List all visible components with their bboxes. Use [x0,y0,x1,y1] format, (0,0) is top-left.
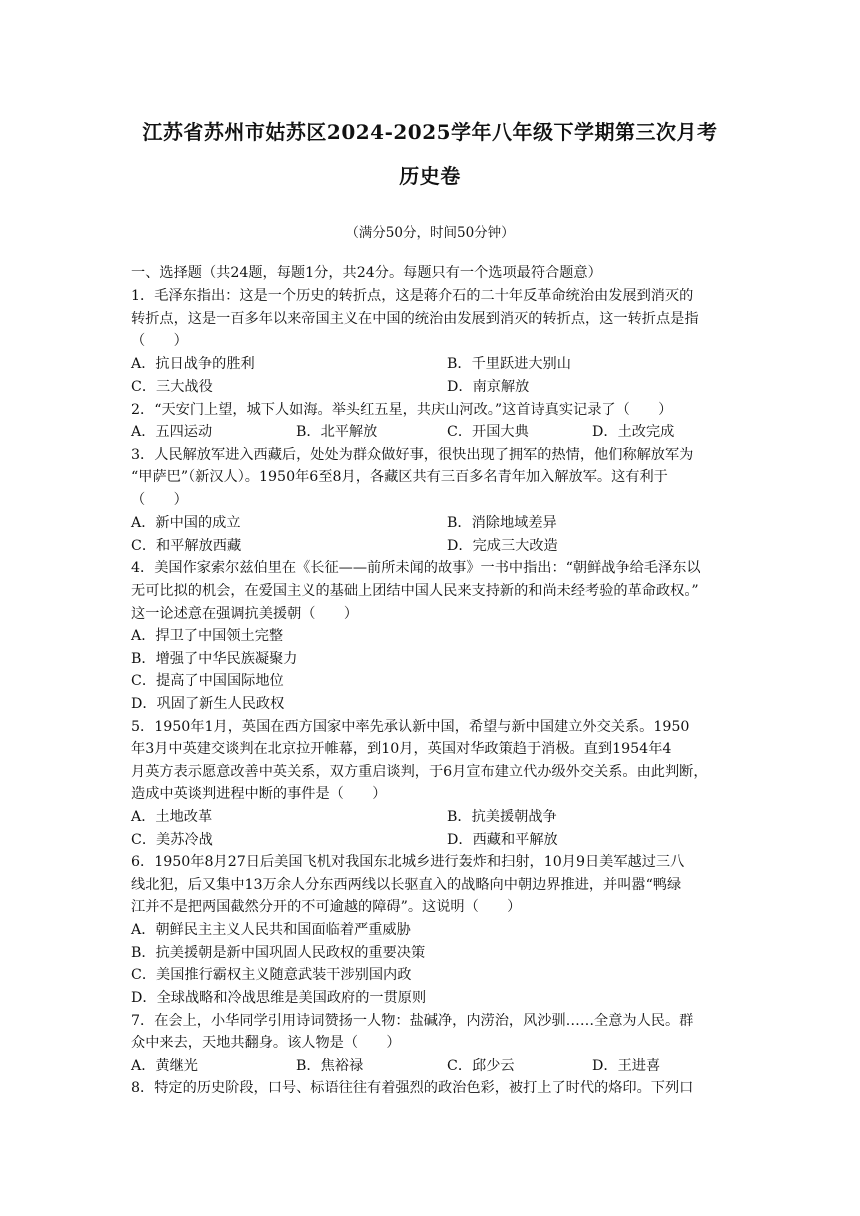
exam-subtitle: 历史卷 [399,164,461,188]
question-6-option-d: D．全球战略和冷战思维是美国政府的一贯原则 [131,990,427,1006]
question-7-option-c: C．邱少云 [447,1058,515,1074]
question-1-option-d: D．南京解放 [447,379,530,395]
question-7-option-b: B．焦裕禄 [296,1058,364,1074]
question-6-option-a: A．朝鲜民主主义人民共和国面临着严重威胁 [131,922,411,938]
question-6-option-c: C．美国推行霸权主义随意武装干涉别国内政 [131,967,412,983]
question-2-option-b: B．北平解放 [296,424,378,440]
question-4-option-d: D．巩固了新生人民政权 [131,696,285,712]
question-7-stem-line-2: 众中来去，天地共翻身。该人物是（ ） [131,1035,401,1051]
question-6-option-b: B．抗美援朝是新中国巩固人民政权的重要决策 [131,945,426,961]
question-8-stem-line-1: 8．特定的历史阶段，口号、标语往往有着强烈的政治色彩，被打上了时代的烙印。下列口 [131,1080,694,1096]
question-1-option-a: A．抗日战争的胜利 [131,356,255,372]
question-6-stem-line-3: 江并不是把两国截然分开的不可逾越的障碍”。这说明（ ） [131,899,522,915]
question-3-option-a: A．新中国的成立 [131,515,241,531]
question-6-stem-line-2: 线北犯，后又集中13万余人分东西两线以长驱直入的战略向中朝边界推进，并叫嚣“鸭绿 [131,877,682,893]
question-1-stem-line-3: （ ） [131,333,188,349]
question-2-option-a: A．五四运动 [131,424,213,440]
question-4-stem-line-2: 无可比拟的机会，在爱国主义的基础上团结中国人民来支持新的和尚未经考验的革命政权。” [131,583,699,599]
question-1-option-c: C．三大战役 [131,379,213,395]
question-6-stem-line-1: 6．1950年8月27日后美国飞机对我国东北城乡进行轰炸和扫射，10月9日美军越过三八 [131,854,685,870]
question-7-option-d: D．王进喜 [592,1058,661,1074]
question-3-option-b: B．消除地域差异 [447,515,557,531]
question-5-option-d: D．西藏和平解放 [447,832,558,848]
question-2-stem-line-1: 2．“天安门上望，城下人如海。举头红五星，共庆山河改。”这首诗真实记录了（ ） [131,402,673,418]
question-5-stem-line-1: 5．1950年1月，英国在西方国家中率先承认新中国，希望与新中国建立外交关系。1950 [131,719,690,735]
question-3-option-c: C．和平解放西藏 [131,538,242,554]
question-4-stem-line-3: 这一论述意在强调抗美援朝（ ） [131,606,359,622]
exam-title: 江苏省苏州市姑苏区2024-2025学年八年级下学期第三次月考 [142,120,718,144]
question-4-option-c: C．提高了中国国际地位 [131,673,284,689]
question-1-option-b: B．千里跃进大别山 [447,356,571,372]
exam-note: （满分50分，时间50分钟） [345,225,515,241]
question-4-option-b: B．增强了中华民族凝聚力 [131,651,298,667]
question-5-option-c: C．美苏冷战 [131,832,213,848]
section-heading: 一、选择题（共24题，每题1分，共24分。每题只有一个选项最符合题意） [131,265,602,281]
question-3-stem-line-1: 3．人民解放军进入西藏后，处处为群众做好事，很快出现了拥军的热情，他们称解放军为 [131,447,694,463]
question-5-stem-line-4: 造成中英谈判进程中断的事件是（ ） [131,786,387,802]
question-1-stem-line-2: 转折点，这是一百多年以来帝国主义在中国的统治由发展到消灭的转折点，这一转折点是指 [131,311,699,327]
question-5-stem-line-2: 年3月中英建交谈判在北京拉开帷幕，到10月，英国对华政策趋于消极。直到1954年4 [131,741,672,757]
question-3-stem-line-3: （ ） [131,492,188,508]
question-3-option-d: D．完成三大改造 [447,538,558,554]
question-5-option-b: B．抗美援朝战争 [447,809,557,825]
question-2-option-d: D．土改完成 [592,424,675,440]
question-4-option-a: A．捍卫了中国领土完整 [131,628,284,644]
question-2-option-c: C．开国大典 [447,424,529,440]
question-1-stem-line-1: 1．毛泽东指出：这是一个历史的转折点，这是蒋介石的二十年反革命统治由发展到消灭的 [131,288,694,304]
question-7-option-a: A．黄继光 [131,1058,198,1074]
question-7-stem-line-1: 7．在会上，小华同学引用诗词赞扬一人物：盐碱净，内涝治，风沙驯……全意为人民。群 [131,1013,694,1029]
question-3-stem-line-2: “甲萨巴”（新汉人）。1950年6至8月，各藏区共有三百多名青年加入解放军。这有利于 [131,469,668,485]
question-5-option-a: A．土地改革 [131,809,213,825]
question-4-stem-line-1: 4．美国作家索尔兹伯里在《长征——前所未闻的故事》一书中指出：“朝鲜战争给毛泽东以 [131,560,701,576]
question-5-stem-line-3: 月英方表示愿意改善中英关系，双方重启谈判，于6月宣布建立代办级外交关系。由此判断， [131,764,708,780]
